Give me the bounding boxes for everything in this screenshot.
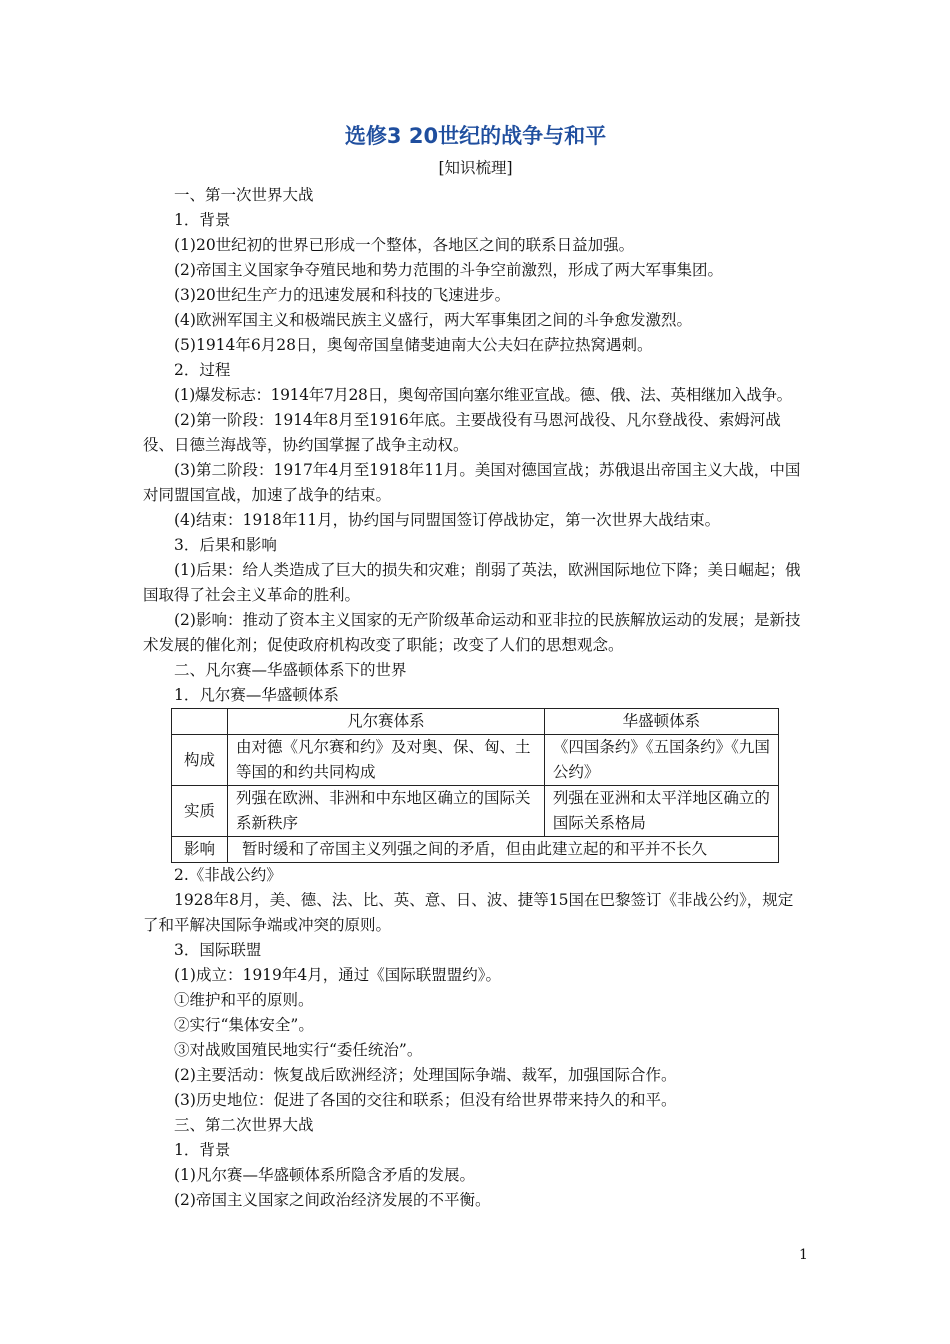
table-row-head: 影响 bbox=[172, 837, 228, 863]
paragraph: (2)第一阶段：1914年8月至1916年底。主要战役有马恩河战役、凡尔登战役、索姆河战役、日德兰海战等，协约国掌握了战争主动权。 bbox=[143, 411, 781, 454]
system-comparison-table bbox=[171, 708, 779, 863]
table-header-washington: 华盛顿体系 bbox=[544, 709, 778, 735]
list-item: ①维护和平的原则。 bbox=[174, 991, 314, 1009]
paragraph: (3)第二阶段：1917年4月至1918年11月。美国对德国宣战；苏俄退出帝国主义大战，中国对同盟国宣战，加速了战争的结束。 bbox=[143, 461, 801, 504]
sub-heading-background: 1．背景 bbox=[174, 211, 231, 229]
paragraph: (2)影响：推动了资本主义国家的无产阶级革命运动和亚非拉的民族解放运动的发展；是新技术发展的催化剂；促使政府机构改变了职能；改变了人们的思想观念。 bbox=[143, 611, 801, 654]
paragraph: (1)20世纪初的世界已形成一个整体，各地区之间的联系日益加强。 bbox=[174, 236, 635, 254]
paragraph: (1)后果：给人类造成了巨大的损失和灾难；削弱了英法，欧洲国际地位下降；美日崛起；俄国取得了社会主义革命的胜利。 bbox=[143, 561, 801, 604]
table-cell: 暂时缓和了帝国主义列强之间的矛盾，但由此建立起的和平并不长久 bbox=[228, 837, 779, 863]
paragraph: (5)1914年6月28日，奥匈帝国皇储斐迪南大公夫妇在萨拉热窝遇刺。 bbox=[174, 336, 653, 354]
paragraph: (2)主要活动：恢复战后欧洲经济；处理国际争端、裁军，加强国际合作。 bbox=[174, 1066, 677, 1084]
paragraph: (1)凡尔赛—华盛顿体系所隐含矛盾的发展。 bbox=[174, 1166, 475, 1184]
table-row bbox=[172, 837, 779, 863]
table-row bbox=[172, 735, 779, 786]
sub-heading-process: 2．过程 bbox=[174, 361, 231, 379]
paragraph: (3)历史地位：促进了各国的交往和联系；但没有给世界带来持久的和平。 bbox=[174, 1091, 677, 1109]
list-item: ②实行“集体安全”。 bbox=[174, 1016, 314, 1034]
table-cell: 列强在亚洲和太平洋地区确立的国际关系格局 bbox=[544, 786, 778, 837]
section-heading-1: 一、第一次世界大战 bbox=[174, 186, 314, 204]
paragraph: (1)爆发标志：1914年7月28日，奥匈帝国向塞尔维亚宣战。德、俄、法、英相继加入战争。 bbox=[174, 386, 792, 404]
paragraph: (1)成立：1919年4月，通过《国际联盟盟约》。 bbox=[174, 966, 502, 984]
sub-heading-background: 1．背景 bbox=[174, 1141, 231, 1159]
paragraph: (2)帝国主义国家之间政治经济发展的不平衡。 bbox=[174, 1191, 491, 1209]
section-heading-3: 三、第二次世界大战 bbox=[174, 1116, 314, 1134]
section-label: [知识梳理] bbox=[438, 159, 513, 177]
section-heading-2: 二、凡尔赛—华盛顿体系下的世界 bbox=[174, 661, 407, 679]
sub-heading-pact: 2.《非战公约》 bbox=[174, 866, 282, 884]
table-corner-cell bbox=[172, 709, 228, 735]
paragraph: (4)欧洲军国主义和极端民族主义盛行，两大军事集团之间的斗争愈发激烈。 bbox=[174, 311, 692, 329]
table-row-head: 实质 bbox=[172, 786, 228, 837]
sub-heading-league: 3．国际联盟 bbox=[174, 941, 262, 959]
sub-heading-results: 3．后果和影响 bbox=[174, 536, 277, 554]
document-body bbox=[143, 120, 808, 1213]
paragraph: (4)结束：1918年11月，协约国与同盟国签订停战协定，第一次世界大战结束。 bbox=[174, 511, 721, 529]
table-row-head: 构成 bbox=[172, 735, 228, 786]
table-cell: 《四国条约》《五国条约》《九国公约》 bbox=[544, 735, 778, 786]
paragraph: (2)帝国主义国家争夺殖民地和势力范围的斗争空前激烈，形成了两大军事集团。 bbox=[174, 261, 723, 279]
table-cell: 列强在欧洲、非洲和中东地区确立的国际关系新秩序 bbox=[228, 786, 545, 837]
table-cell: 由对德《凡尔赛和约》及对奥、保、匈、土等国的和约共同构成 bbox=[228, 735, 545, 786]
table-header-versailles: 凡尔赛体系 bbox=[228, 709, 545, 735]
paragraph: 1928年8月，美、德、法、比、英、意、日、波、捷等15国在巴黎签订《非战公约》，规定了和平解决国际争端或冲突的原则。 bbox=[143, 891, 794, 934]
table-row bbox=[172, 786, 779, 837]
list-item: ③对战败国殖民地实行“委任统治”。 bbox=[174, 1041, 423, 1059]
page-number: 1 bbox=[799, 1247, 808, 1263]
paragraph: (3)20世纪生产力的迅速发展和科技的飞速进步。 bbox=[174, 286, 511, 304]
table-header-row bbox=[172, 709, 779, 735]
document-title: 选修3 20世纪的战争与和平 bbox=[344, 124, 607, 148]
sub-heading-system: 1．凡尔赛—华盛顿体系 bbox=[174, 686, 339, 704]
